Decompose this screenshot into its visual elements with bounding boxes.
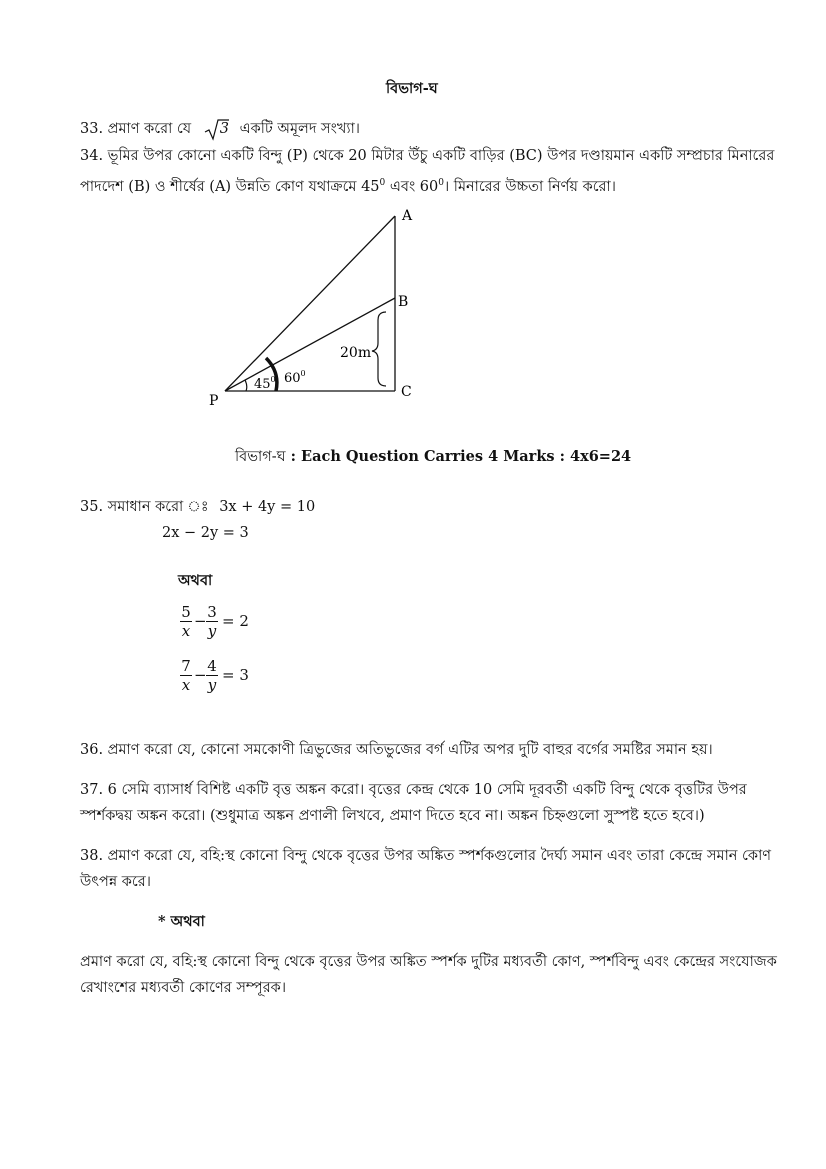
- question-36: 36. প্রমাণ করো যে, কোনো সমকোণী ত্রিভুজের অতিভুজের বর্গ এটির অপর দুটি বাহুর বর্গের সমষ্টির সমান হয়।: [80, 742, 713, 758]
- section-heading-marks: [235, 444, 631, 470]
- question-35-lead: 35. সমাধান করো ঃ: [80, 499, 209, 515]
- label-A: A: [402, 208, 413, 224]
- fraction-4-over-y: $\frac{4}{y}$: [207, 657, 217, 694]
- angle-45-label: $45^0$: [254, 375, 276, 392]
- degree-superscript: 0: [438, 178, 444, 188]
- line-PA: [225, 216, 395, 391]
- fraction-3-over-y: $\frac{3}{y}$: [207, 603, 217, 640]
- label-B: B: [398, 294, 409, 310]
- or-label-38: * অথবা: [158, 913, 205, 930]
- section-heading-marks-bengali: বিভাগ-ঘ: [235, 449, 286, 465]
- fraction-5-over-x: $\frac{5}{x}$: [181, 603, 191, 640]
- fraction-7-over-x: $\frac{7}{x}$: [181, 657, 191, 694]
- radical-sign: [204, 118, 230, 142]
- question-34-text-a: পাদদেশ (B) ও শীর্ষের (A) উন্নতি কোণ যথাক্রমে 45: [80, 178, 380, 195]
- height-brace: [372, 312, 386, 386]
- question-38-alt-line2: রেখাংশের মধ্যবর্তী কোণের সম্পূরক।: [80, 980, 287, 996]
- section-heading: বিভাগ-ঘ: [386, 80, 438, 97]
- question-34-text-c: । মিনারের উচ্চতা নির্ণয় করো।: [444, 178, 616, 195]
- question-35: [80, 494, 315, 520]
- degree-superscript: 0: [379, 178, 386, 188]
- rhs-3: = 3: [222, 666, 249, 684]
- question-38-alt-line1: প্রমাণ করো যে, বহি:স্থ কোনো বিন্দু থেকে বৃত্তের উপর অঙ্কিত স্পর্শক দুটির মধ্যবর্তী কোণ, স্পর্শবিন্দু এবং কেন্দ্রের সংযোজক: [80, 954, 777, 970]
- equation-2: 2x − 2y = 3: [162, 525, 249, 541]
- question-37-line2: স্পর্শকদ্বয় অঙ্কন করো। (শুধুমাত্র অঙ্কন প্রণালী লিখবে, প্রমাণ দিতে হবে না। অঙ্কন চিহ্নগুলো সুস্পষ্ট হতে হবে।): [80, 808, 705, 824]
- question-34-line1: 34. ভূমির উপর কোনো একটি বিন্দু (P) থেকে 20 মিটার উঁচু একটি বাড়ির (BC) উপর দণ্ডায়মান একটি সম্প্রচার মিনারের: [80, 148, 775, 164]
- angle-60-label: $60^0$: [284, 369, 306, 386]
- rhs-2: = 2: [222, 612, 249, 630]
- equation-1: 3x + 4y = 10: [219, 499, 316, 515]
- label-C: C: [401, 384, 412, 400]
- label-P: P: [209, 393, 219, 409]
- minus-sign: −: [194, 612, 207, 630]
- minus-sign: −: [194, 666, 207, 684]
- radicand: 3: [219, 121, 229, 137]
- question-33-lead: 33. প্রমাণ করো যে: [80, 121, 192, 137]
- section-heading-marks-english: : Each Question Carries 4 Marks : 4x6=24: [285, 448, 632, 465]
- question-34-line2: [80, 170, 616, 200]
- sqrt-expression: [206, 116, 229, 142]
- question-34-text-b: এবং 60: [385, 178, 439, 195]
- question-33-tail: একটি অমূলদ সংখ্যা।: [239, 121, 360, 137]
- height-label: 20m: [340, 345, 372, 361]
- or-label-35: অথবা: [178, 572, 213, 589]
- angle-45-arc: [245, 380, 247, 391]
- question-37-line1: 37. 6 সেমি ব্যাসার্ধ বিশিষ্ট একটি বৃত্ত অঙ্কন করো। বৃত্তের কেন্দ্র থেকে 10 সেমি দূরবর্তী একটি বিন্দু থেকে বৃত্তটির উপর: [80, 782, 747, 798]
- question-38-line1: 38. প্রমাণ করো যে, বহি:স্থ কোনো বিন্দু থেকে বৃত্তের উপর অঙ্কিত স্পর্শকগুলোর দৈর্ঘ্য সমান এবং তারা কেন্দ্রে সমান কোণ: [80, 848, 772, 864]
- tower-diagram: [190, 200, 440, 415]
- question-38-line2: উৎপন্ন করে।: [80, 874, 151, 890]
- question-33: [80, 116, 360, 142]
